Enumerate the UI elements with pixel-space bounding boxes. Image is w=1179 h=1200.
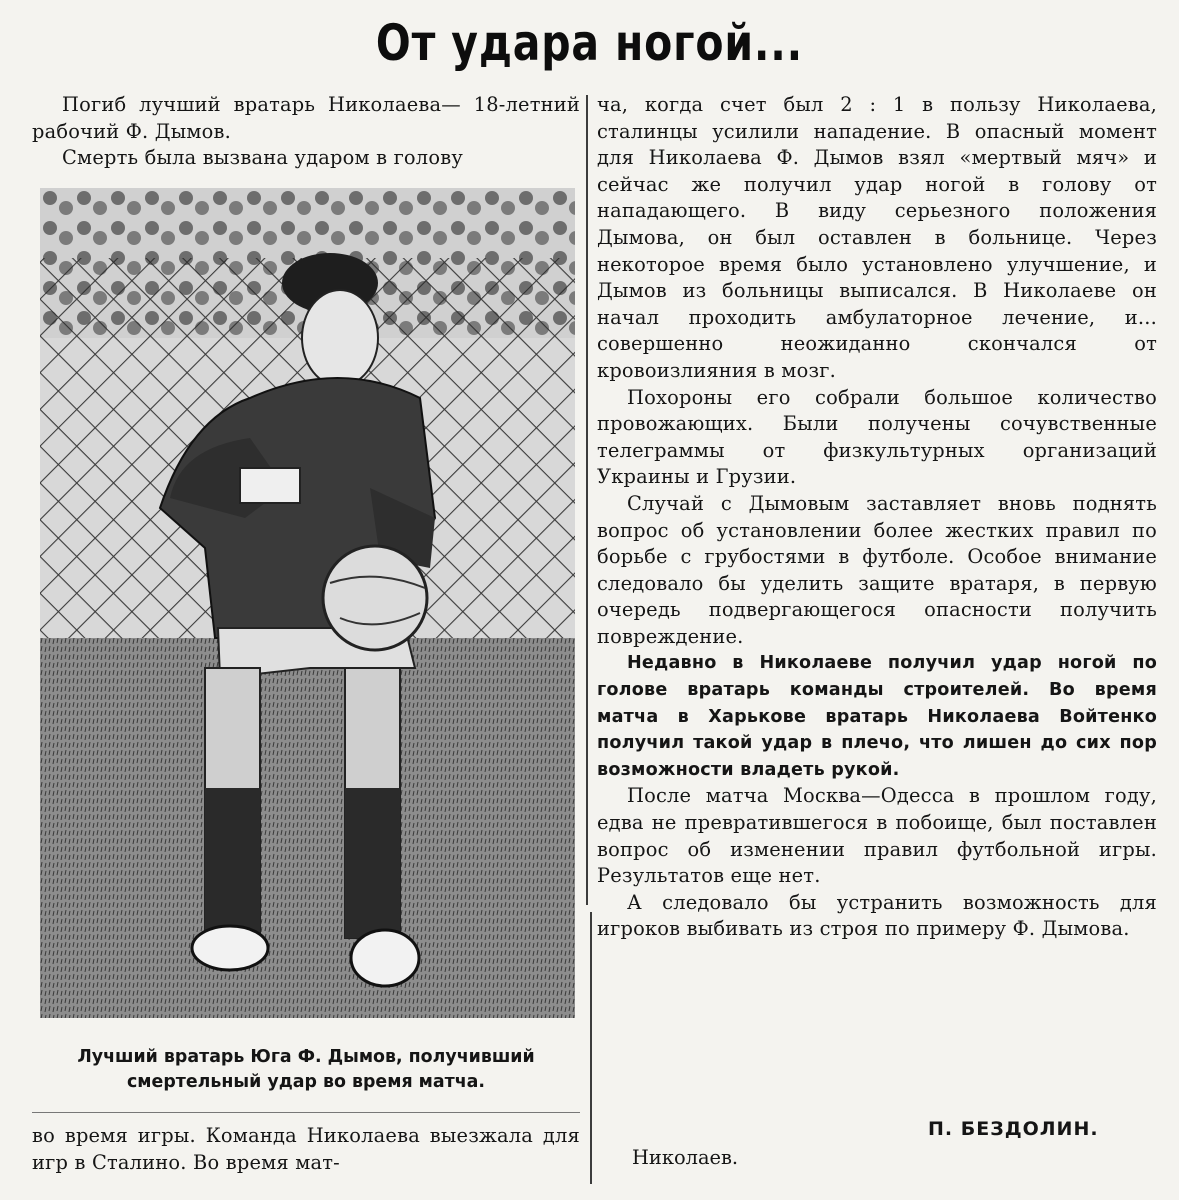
match-paragraph: ча, когда счет был 2 : 1 в пользу Николаева, сталинцы усилили нападение. В опасный момент для Николаева Ф. Дымов взял «мертвый мяч» и сейчас же получил удар ногой в голову от нападающего. В виду серьезного положения Дымова, он был оставлен в больнице. Через некоторое время было установлено улучшение, и Дымов из больницы выписался. В Николаеве он начал проходить амбулаторное лечение, и... совершенно неожиданно скончался от кровоизлияния в мозг. [597,93,1157,382]
glove [240,468,300,503]
rules-paragraph: Случай с Дымовым заставляет вновь поднять вопрос об установлении более жестких правил по борьбе с грубостями в футболе. Особое внимание следовало бы уделить защите вратаря, в первую очередь подвергающегося опасности получить повреждение. [597,491,1157,648]
face [302,290,378,386]
funeral-paragraph: Похороны его собрали большое количество провожающих. Были получены сочувственные телеграммы от физкультурных организаций Украины и Грузии. [597,385,1157,489]
ball [323,546,427,650]
continuation-paragraph: во время игры. Команда Николаева выезжала для игр в Сталино. Во время мат- [32,1124,580,1174]
moscow-odessa-paragraph: После матча Москва—Одесса в прошлом году, едва не превратившегося в побоище, был поставлен вопрос об изменении правил футбольной игры. Результатов еще нет. [597,784,1157,888]
article-headline: От удара ногой... [375,14,804,72]
photo-caption: Лучший вратарь Юга Ф. Дымов, получивший смертельный удар во время матча. [77,1047,535,1092]
right-boot [351,930,419,986]
conclusion-paragraph: А следовало бы устранить возможность для игроков выбивать из строя по примеру Ф. Дымова. [597,890,1157,941]
cause-paragraph: Смерть была вызвана ударом в голову [62,146,463,170]
recent-incidents-paragraph: Недавно в Николаеве получил удар ногой по голове вратарь команды строителей. Во время матча в Харькове вратарь Николаева Войтенко получил такой удар в плечо, что лишен до сих пор возможности владеть рукой. [597,653,1157,780]
right-column [597,92,1157,943]
left-column-bottom [32,1123,580,1176]
goalkeeper-drawing [40,188,575,1018]
dateline-city: Николаев. [632,1146,739,1169]
left-boot [192,926,268,970]
intro-paragraph: Погиб лучший вратарь Николаева— 18-летний рабочий Ф. Дымов. [32,93,580,143]
author-signature: П. БЕЗДОЛИН. [928,1118,1099,1140]
column-separator-bottom [590,912,592,1184]
left-column-top [32,92,580,172]
pitch [40,638,575,1018]
column-separator-top [586,95,588,905]
caption-rule [32,1112,580,1113]
